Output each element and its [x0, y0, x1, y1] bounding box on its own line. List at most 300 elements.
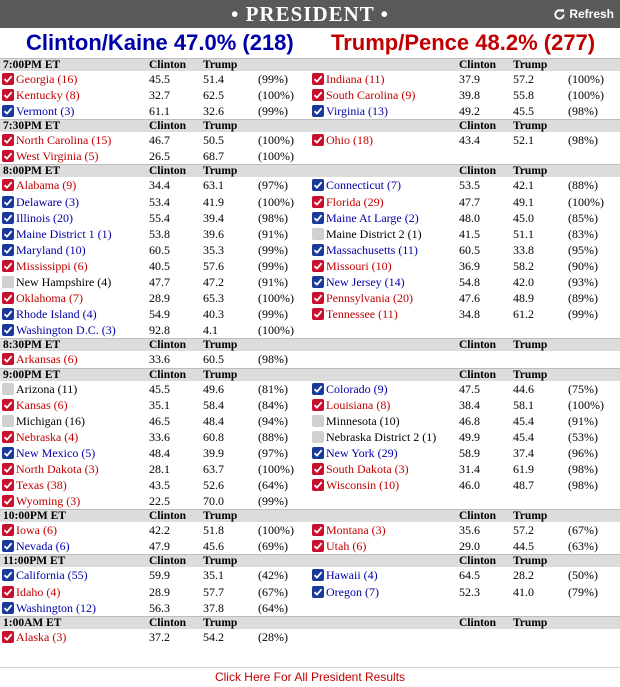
empty-cell: [310, 600, 620, 616]
precincts-reporting: (42%): [258, 568, 288, 583]
state-result: [0, 103, 310, 119]
winner-check-icon: [2, 479, 14, 491]
col-header-clinton: Clinton: [459, 339, 497, 352]
clinton-pct: 45.5: [149, 72, 170, 86]
winner-check-icon: [2, 73, 14, 85]
state-name-link[interactable]: Indiana (11): [326, 72, 385, 86]
poll-close-time: 9:00PM ET: [3, 368, 61, 381]
poll-close-time: 11:00PM ET: [3, 555, 66, 568]
winner-check-icon: [2, 447, 14, 459]
state-result: [0, 538, 310, 554]
precincts-reporting: (97%): [258, 178, 288, 193]
state-name-link[interactable]: Minnesota (10): [326, 413, 400, 428]
state-result: [0, 194, 310, 210]
time-section: [0, 616, 620, 645]
section-header: [0, 509, 620, 522]
table-row: [0, 351, 620, 367]
precincts-reporting: (100%): [258, 194, 294, 209]
state-result: [0, 429, 310, 445]
winner-check-icon: [312, 212, 324, 224]
precincts-reporting: (100%): [258, 133, 294, 148]
precincts-reporting: (94%): [258, 413, 288, 428]
state-name-link[interactable]: Mississippi (6): [16, 258, 88, 273]
precincts-reporting: (100%): [568, 397, 604, 412]
table-row: [0, 429, 620, 445]
refresh-button[interactable]: [553, 5, 614, 23]
trump-pct: 44.6: [513, 381, 534, 396]
table-row: [0, 210, 620, 226]
poll-close-time: 8:30PM ET: [3, 339, 61, 352]
time-section: [0, 119, 620, 164]
state-name-link[interactable]: North Dakota (3): [16, 461, 99, 476]
winner-check-icon: [2, 196, 14, 208]
trump-pct: 61.9: [513, 461, 534, 476]
state-name-link[interactable]: Maryland (10): [16, 242, 86, 257]
clinton-pct: 54.8: [459, 275, 480, 290]
state-name-link[interactable]: Florida (29): [326, 194, 384, 209]
clinton-pct: 59.9: [149, 568, 170, 583]
precincts-reporting: (69%): [258, 539, 288, 554]
state-result: [0, 397, 310, 413]
clinton-pct: 47.5: [459, 381, 480, 396]
col-header-clinton: Clinton: [459, 368, 497, 381]
rep-total: Trump/Pence 48.2% (277): [331, 30, 596, 55]
winner-check-icon: [2, 150, 14, 162]
trump-pct: 57.2: [513, 523, 534, 538]
winner-check-icon: [312, 524, 324, 536]
state-result: [0, 177, 310, 193]
col-header-clinton: Clinton: [149, 555, 187, 568]
table-row: [0, 177, 620, 193]
clinton-pct: 40.5: [149, 258, 170, 273]
table-row: [0, 461, 620, 477]
table-row: [0, 413, 620, 429]
clinton-pct: 22.5: [149, 494, 170, 509]
col-header-clinton: Clinton: [149, 59, 187, 71]
state-name-link[interactable]: West Virginia (5): [16, 149, 99, 164]
trump-pct: 41.9: [203, 194, 224, 209]
state-result: [0, 567, 310, 583]
state-name-link[interactable]: Illinois (20): [16, 210, 73, 225]
table-row: [0, 103, 620, 119]
precincts-reporting: (100%): [258, 149, 294, 164]
state-name-link[interactable]: Montana (3): [326, 523, 386, 538]
clinton-pct: 28.9: [149, 291, 170, 306]
state-result: [310, 584, 620, 600]
precincts-reporting: (63%): [568, 539, 598, 554]
precincts-reporting: (85%): [568, 210, 598, 225]
section-header: [0, 368, 620, 381]
state-name-link[interactable]: Colorado (9): [326, 381, 388, 396]
state-name-link[interactable]: California (55): [16, 568, 88, 583]
clinton-pct: 37.2: [149, 629, 170, 644]
precincts-reporting: (93%): [568, 275, 598, 290]
table-row: [0, 493, 620, 509]
trump-pct: 39.9: [203, 445, 224, 460]
state-result: [310, 226, 620, 242]
time-section: [0, 164, 620, 338]
time-section: [0, 368, 620, 510]
section-header: [0, 338, 620, 351]
trump-pct: 58.4: [203, 397, 224, 412]
winner-check-icon: [312, 463, 324, 475]
state-result: [310, 445, 620, 461]
clinton-pct: 47.7: [149, 275, 170, 290]
trump-pct: 4.1: [203, 323, 218, 338]
page-title: • PRESIDENT •: [230, 1, 390, 26]
clinton-pct: 43.4: [459, 133, 480, 148]
state-name-link[interactable]: Maine District 1 (1): [16, 226, 112, 241]
table-row: [0, 522, 620, 538]
clinton-pct: 28.1: [149, 461, 170, 476]
state-name-link[interactable]: Pennsylvania (20): [326, 291, 413, 306]
precincts-reporting: (98%): [568, 104, 598, 119]
trump-pct: 51.8: [203, 523, 224, 538]
section-header: [0, 616, 620, 629]
state-result: [0, 629, 310, 645]
state-name-link[interactable]: New Mexico (5): [16, 445, 96, 460]
clinton-pct: 46.7: [149, 133, 170, 148]
trump-pct: 28.2: [513, 568, 534, 583]
trump-pct: 51.1: [513, 226, 534, 241]
state-name-link[interactable]: Vermont (3): [16, 104, 75, 119]
state-name-link[interactable]: Kansas (6): [16, 397, 68, 412]
state-name-link[interactable]: Alabama (9): [16, 178, 77, 193]
table-row: [0, 538, 620, 554]
state-name-link[interactable]: Maine District 2 (1): [326, 226, 422, 241]
winner-check-icon: [312, 447, 324, 459]
col-header-trump: Trump: [203, 59, 238, 71]
clinton-pct: 47.9: [149, 539, 170, 554]
state-name-link[interactable]: Nebraska (4): [16, 429, 79, 444]
table-row: [0, 445, 620, 461]
state-name-link[interactable]: Wisconsin (10): [326, 478, 400, 493]
precincts-reporting: (99%): [258, 242, 288, 257]
state-name-link[interactable]: Rhode Island (4): [16, 307, 97, 322]
state-result: [310, 567, 620, 583]
winner-check-icon: [312, 260, 324, 272]
winner-check-icon: [312, 134, 324, 146]
trump-pct: 58.1: [513, 397, 534, 412]
state-result: [310, 242, 620, 258]
state-result: [310, 477, 620, 493]
state-result: [310, 274, 620, 290]
winner-check-icon: [312, 276, 324, 288]
trump-pct: 65.3: [203, 291, 224, 306]
precincts-reporting: (99%): [258, 494, 288, 509]
trump-pct: 39.4: [203, 210, 224, 225]
trump-pct: 55.8: [513, 88, 534, 103]
time-section: [0, 338, 620, 367]
precincts-reporting: (75%): [568, 381, 598, 396]
table-row: [0, 600, 620, 616]
precincts-reporting: (100%): [258, 323, 294, 338]
clinton-pct: 28.9: [149, 584, 170, 599]
state-name-link[interactable]: Arkansas (6): [16, 352, 78, 367]
precincts-reporting: (100%): [258, 291, 294, 306]
precincts-reporting: (91%): [568, 413, 598, 428]
state-result: [310, 103, 620, 119]
results-table: [0, 58, 620, 645]
state-name-link[interactable]: Kentucky (8): [16, 88, 80, 103]
state-result: [0, 242, 310, 258]
clinton-pct: 45.5: [149, 381, 170, 396]
state-name-link[interactable]: Virginia (13): [326, 104, 389, 119]
clinton-pct: 52.3: [459, 584, 480, 599]
clinton-pct: 26.5: [149, 149, 170, 164]
section-header: [0, 58, 620, 71]
state-result: [310, 429, 620, 445]
state-name-link[interactable]: Delaware (3): [16, 194, 79, 209]
table-row: [0, 567, 620, 583]
col-header-clinton: Clinton: [459, 120, 497, 133]
state-name-link[interactable]: New Hampshire (4): [16, 275, 112, 290]
precincts-reporting: (64%): [258, 600, 288, 615]
trump-pct: 45.4: [513, 413, 534, 428]
precincts-reporting: (53%): [568, 429, 598, 444]
trump-pct: 52.1: [513, 133, 534, 148]
state-name-link[interactable]: New York (29): [326, 445, 398, 460]
col-header-trump: Trump: [203, 120, 238, 133]
col-header-trump: Trump: [513, 59, 548, 71]
state-name-link[interactable]: Michigan (16): [16, 413, 85, 428]
col-header-clinton: Clinton: [149, 616, 187, 629]
col-header-clinton: Clinton: [459, 616, 497, 629]
state-name-link[interactable]: Washington D.C. (3): [16, 323, 116, 338]
empty-cell: [310, 493, 620, 509]
trump-pct: 70.0: [203, 494, 224, 509]
trump-pct: 40.3: [203, 307, 224, 322]
winner-check-icon: [2, 324, 14, 336]
section-header: [0, 164, 620, 177]
clinton-pct: 36.9: [459, 258, 480, 273]
state-result: [0, 274, 310, 290]
state-name-link[interactable]: Ohio (18): [326, 133, 373, 148]
clinton-pct: 55.4: [149, 210, 170, 225]
winner-check-icon: [2, 179, 14, 191]
state-name-link[interactable]: Idaho (4): [16, 584, 61, 599]
empty-cell: [310, 351, 620, 367]
state-result: [310, 71, 620, 87]
table-row: [0, 274, 620, 290]
state-name-link[interactable]: Tennessee (11): [326, 307, 398, 322]
precincts-reporting: (98%): [568, 461, 598, 476]
state-name-link[interactable]: Washington (12): [16, 600, 97, 615]
winner-check-icon: [312, 399, 324, 411]
clinton-pct: 46.5: [149, 413, 170, 428]
table-row: [0, 71, 620, 87]
state-result: [0, 132, 310, 148]
trump-pct: 62.5: [203, 88, 224, 103]
precincts-reporting: (98%): [568, 478, 598, 493]
state-name-link[interactable]: South Dakota (3): [326, 461, 409, 476]
trump-pct: 32.6: [203, 104, 224, 119]
trump-pct: 45.0: [513, 210, 534, 225]
col-header-trump: Trump: [513, 616, 548, 629]
col-header-clinton: Clinton: [149, 510, 187, 523]
state-name-link[interactable]: Hawaii (4): [326, 568, 378, 583]
state-name-link[interactable]: Louisiana (8): [326, 397, 391, 412]
state-name-link[interactable]: Missouri (10): [326, 258, 392, 273]
clinton-pct: 34.4: [149, 178, 170, 193]
state-name-link[interactable]: Texas (38): [16, 478, 67, 493]
state-name-link[interactable]: Oregon (7): [326, 584, 379, 599]
winner-check-icon: [312, 179, 324, 191]
trump-pct: 48.4: [203, 413, 224, 428]
state-result: [0, 258, 310, 274]
precincts-reporting: (99%): [258, 307, 288, 322]
poll-close-time: 8:00PM ET: [3, 165, 61, 178]
table-row: [0, 629, 620, 645]
state-name-link[interactable]: Alaska (3): [16, 629, 67, 644]
col-header-clinton: Clinton: [149, 368, 187, 381]
winner-check-icon: [2, 540, 14, 552]
refresh-icon: [553, 8, 566, 21]
state-name-link[interactable]: South Carolina (9): [326, 88, 416, 103]
trump-pct: 61.2: [513, 307, 534, 322]
col-header-clinton: Clinton: [149, 120, 187, 133]
table-row: [0, 258, 620, 274]
state-result: [310, 87, 620, 103]
precincts-reporting: (89%): [568, 291, 598, 306]
trump-pct: 45.5: [513, 104, 534, 119]
col-header-clinton: Clinton: [459, 59, 497, 71]
precincts-reporting: (99%): [258, 104, 288, 119]
trump-pct: 47.2: [203, 275, 224, 290]
table-row: [0, 226, 620, 242]
trump-pct: 48.7: [513, 478, 534, 493]
winner-check-icon: [2, 292, 14, 304]
winner-check-icon: [2, 308, 14, 320]
state-result: [0, 306, 310, 322]
state-name-link[interactable]: North Carolina (15): [16, 133, 112, 148]
section-header: [0, 119, 620, 132]
col-header-trump: Trump: [513, 120, 548, 133]
time-section: [0, 509, 620, 554]
state-result: [310, 194, 620, 210]
state-result: [310, 381, 620, 397]
trump-pct: 57.6: [203, 258, 224, 273]
trump-pct: 68.7: [203, 149, 224, 164]
precincts-reporting: (98%): [568, 133, 598, 148]
clinton-pct: 53.8: [149, 226, 170, 241]
clinton-pct: 92.8: [149, 323, 170, 338]
state-result: [310, 258, 620, 274]
clinton-pct: 32.7: [149, 88, 170, 103]
state-result: [310, 306, 620, 322]
state-result: [310, 397, 620, 413]
winner-check-icon: [2, 463, 14, 475]
state-result: [0, 413, 310, 429]
state-result: [0, 600, 310, 616]
state-name-link[interactable]: New Jersey (14): [326, 275, 405, 290]
precincts-reporting: (98%): [258, 210, 288, 225]
clinton-pct: 37.9: [459, 72, 480, 86]
poll-close-time: 1:00AM ET: [3, 616, 62, 629]
clinton-pct: 64.5: [459, 568, 480, 583]
state-result: [0, 493, 310, 509]
precincts-reporting: (91%): [258, 226, 288, 241]
clinton-pct: 47.6: [459, 291, 480, 306]
state-result: [0, 351, 310, 367]
top-bar: [0, 0, 620, 28]
state-name-link[interactable]: Iowa (6): [16, 523, 57, 538]
empty-cell: [310, 629, 620, 645]
trump-pct: 58.2: [513, 258, 534, 273]
state-name-link[interactable]: Massachusetts (11): [326, 242, 418, 257]
state-name-link[interactable]: Georgia (16): [16, 72, 78, 86]
state-name-link[interactable]: Connecticut (7): [326, 178, 401, 193]
col-header-trump: Trump: [203, 339, 238, 352]
clinton-pct: 33.6: [149, 429, 170, 444]
all-results-link[interactable]: Click Here For All President Results: [0, 667, 620, 687]
state-name-link[interactable]: Arizona (11): [16, 381, 78, 396]
precincts-reporting: (100%): [568, 194, 604, 209]
poll-close-time: 7:00PM ET: [3, 59, 61, 71]
empty-cell: [310, 148, 620, 164]
precincts-reporting: (91%): [258, 275, 288, 290]
clinton-pct: 60.5: [149, 242, 170, 257]
time-section: [0, 58, 620, 119]
trump-pct: 52.6: [203, 478, 224, 493]
winner-check-icon: [2, 228, 14, 240]
state-result: [310, 132, 620, 148]
trump-pct: 48.9: [513, 291, 534, 306]
state-result: [0, 477, 310, 493]
col-header-clinton: Clinton: [149, 165, 187, 178]
trump-pct: 37.8: [203, 600, 224, 615]
precincts-reporting: (84%): [258, 397, 288, 412]
state-result: [0, 87, 310, 103]
table-row: [0, 194, 620, 210]
winner-check-icon: [2, 431, 14, 443]
clinton-pct: 35.6: [459, 523, 480, 538]
undecided-box-icon: [312, 431, 324, 443]
poll-close-time: 10:00PM ET: [3, 510, 66, 523]
precincts-reporting: (97%): [258, 445, 288, 460]
state-name-link[interactable]: Nebraska District 2 (1): [326, 429, 437, 444]
trump-pct: 50.5: [203, 133, 224, 148]
winner-check-icon: [2, 586, 14, 598]
state-result: [0, 290, 310, 306]
table-row: [0, 87, 620, 103]
trump-pct: 60.8: [203, 429, 224, 444]
state-name-link[interactable]: Nevada (6): [16, 539, 70, 554]
clinton-pct: 48.4: [149, 445, 170, 460]
state-name-link[interactable]: Wyoming (3): [16, 494, 81, 509]
clinton-pct: 53.5: [459, 178, 480, 193]
trump-pct: 57.2: [513, 72, 534, 86]
winner-check-icon: [312, 244, 324, 256]
winner-check-icon: [2, 89, 14, 101]
state-name-link[interactable]: Oklahoma (7): [16, 291, 83, 306]
table-row: [0, 322, 620, 338]
table-row: [0, 242, 620, 258]
winner-check-icon: [2, 260, 14, 272]
state-name-link[interactable]: Maine At Large (2): [326, 210, 419, 225]
time-section: [0, 554, 620, 615]
winner-check-icon: [2, 569, 14, 581]
state-name-link[interactable]: Utah (6): [326, 539, 367, 554]
state-result: [310, 538, 620, 554]
precincts-reporting: (99%): [258, 72, 288, 86]
trump-pct: 63.7: [203, 461, 224, 476]
trump-pct: 49.1: [513, 194, 534, 209]
clinton-pct: 61.1: [149, 104, 170, 119]
precincts-reporting: (100%): [568, 72, 604, 86]
clinton-pct: 43.5: [149, 478, 170, 493]
col-header-trump: Trump: [203, 555, 238, 568]
